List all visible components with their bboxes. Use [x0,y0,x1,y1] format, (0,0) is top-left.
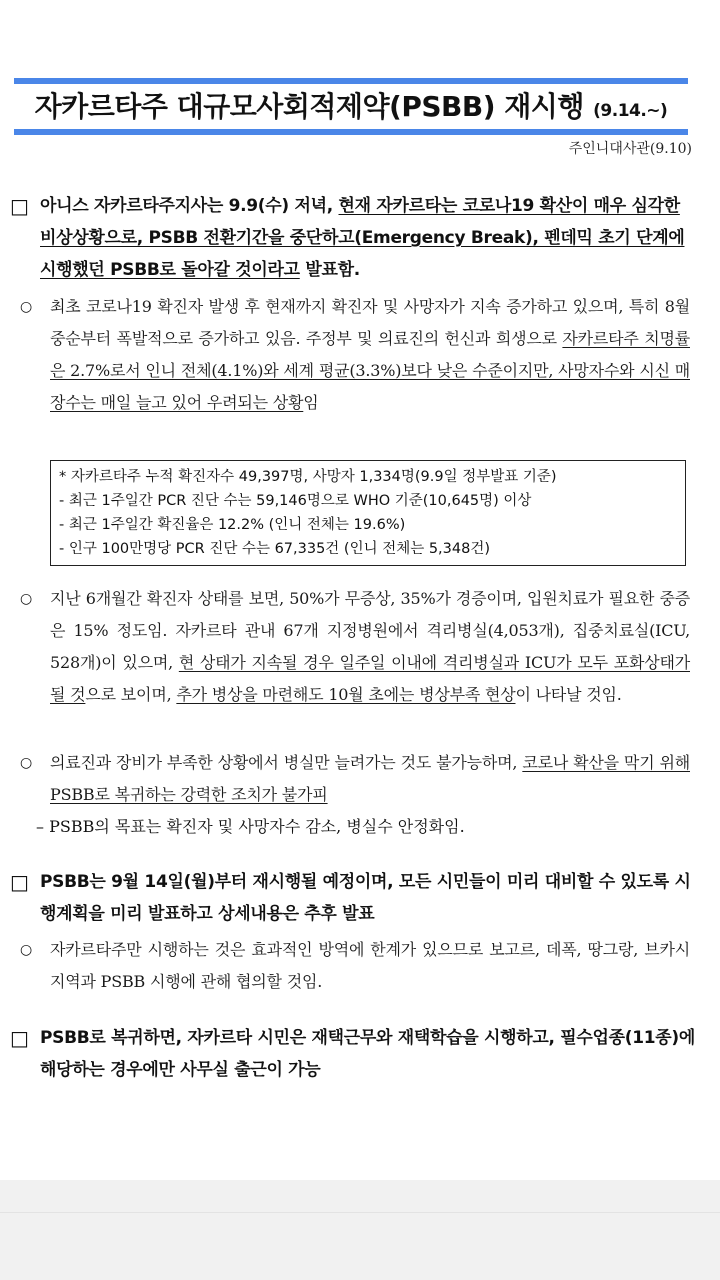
item2-text-c: 으로 보이며, [85,685,177,704]
section1-bullet: □ [10,194,29,218]
section2-bullet: □ [10,870,29,894]
item3-text [50,747,690,811]
section1-text [40,190,700,286]
section1-part-a: 아니스 자카르타주지사는 9.9(수) 저녁, [40,196,339,216]
item3-bullet: ○ [20,755,33,771]
section3-bullet: □ [10,1026,29,1050]
title-bottom-rule [14,129,688,135]
item2-text-e: 이 나타날 것임. [515,685,622,704]
document-title [14,86,688,128]
item1-text-a: 최초 코로나19 확진자 발생 후 현재까지 확진자 및 사망자가 지속 증가하고 있으며, 특히 8월 중순부터 폭발적으로 증가하고 있음. 주정부 및 의료진의 헌신과 희생으로 [50,297,690,348]
item4-text: 자카르타주만 시행하는 것은 효과적인 방역에 한계가 있으므로 보고르, 데폭, 땅그랑, 브카시 지역과 PSBB 시행에 관해 협의할 것임. [50,940,690,991]
viewer-divider [0,1212,720,1213]
section1-part-b: 현재 자카르타는 코로나19 확산이 매우 심각한 비상상황으로, PSBB 전환기간을 중단하고(Emergency Break), 펜데믹 초기 단계에 시행했던 PSBB로 돌아갈 것이라고 [40,196,685,280]
section1-part-c: 발표함. [299,260,360,280]
stats-line-4: - 인구 100만명당 PCR 진단 수는 67,335건 (인니 전체는 5,348건) [59,541,491,557]
item1-text-b: 자카르타주 치명률은 2.7%로서 인니 전체(4.1%)와 세계 평균(3.3%)보다 낮은 수준이지만, 사망자수와 시신 매장수는 매일 늘고 있어 우려되는 상황 [50,329,690,412]
stats-line-2: - 최근 1주일간 PCR 진단 수는 59,146명으로 WHO 기준(10,645명) 이상 [59,493,532,509]
section3-text: PSBB로 복귀하면, 자카르타 시민은 재택근무와 재택학습을 시행하고, 필수업종(11종)에 해당하는 경우에만 사무실 출근이 가능 [40,1028,695,1080]
item2-text-a: 지난 6개월간 확진자 상태를 보면, 50%가 무증상, 35%가 경증이며, 입원치료가 필요한 중증은 15% 정도임. 자카르타 관내 67개 지정병원에서 격리병실(4,053개), 집중치료실(ICU, 528개)이 있으며, [50,589,690,672]
stats-box [50,460,686,566]
item3-text-a: 의료진과 장비가 부족한 상황에서 병실만 늘려가는 것도 불가능하며, [50,753,523,772]
title-top-rule [14,78,688,84]
viewer-bottom-area [0,1180,720,1280]
item2-text-b: 현 상태가 지속될 경우 일주일 이내에 격리병실과 ICU가 모두 포화상태가 될 것 [50,653,690,704]
item4-bullet: ○ [20,942,33,958]
stats-line-3: - 최근 1주일간 확진율은 12.2% (인니 전체는 19.6%) [59,517,406,533]
item1-text-c: 임 [303,393,319,412]
section2-text: PSBB는 9월 14일(월)부터 재시행될 예정이며, 모든 시민들이 미리 대비할 수 있도록 시행계획을 미리 발표하고 상세내용은 추후 발표 [40,872,691,924]
stats-line-1: * 자카르타주 누적 확진자수 49,397명, 사망자 1,334명(9.9일 정부발표 기준) [59,469,557,485]
item1-text [50,291,690,419]
item2-text [50,583,690,711]
item1-bullet: ○ [20,299,33,315]
item2-text-d: 추가 병상을 마련해도 10월 초에는 병상부족 현상 [176,685,516,704]
source-label: 주인니대사관(9.10) [568,141,692,157]
item2-bullet: ○ [20,591,33,607]
title-main: 자카르타주 대규모사회적제약(PSBB) 재시행 [34,90,594,123]
title-date: (9.14.~) [593,101,668,121]
item3-sub-text: – PSBB의 목표는 확진자 및 사망자수 감소, 병실수 안정화임. [36,817,465,836]
item3-text-b: 코로나 확산을 막기 위해 PSBB로 복귀하는 강력한 조치가 불가피 [50,753,690,804]
